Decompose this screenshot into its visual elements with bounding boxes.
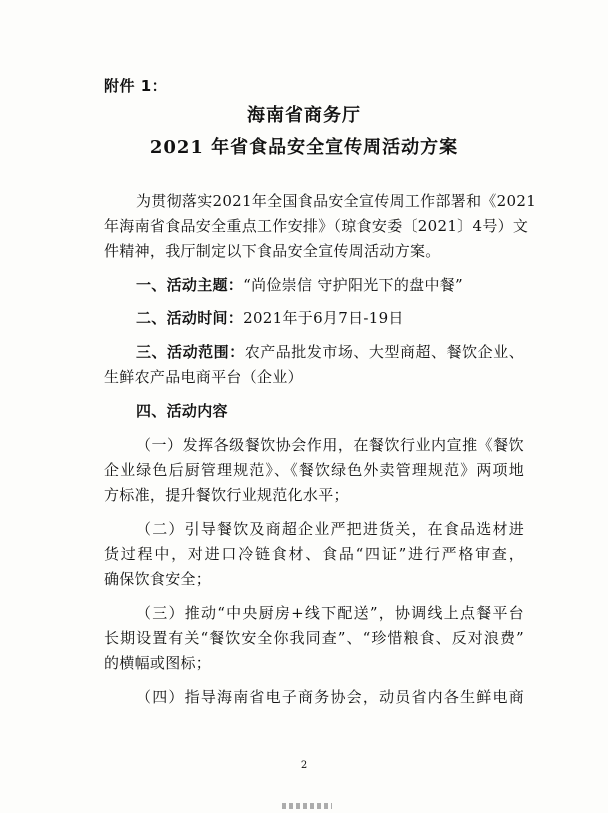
scan-edge-mark [282, 803, 332, 809]
item-3-line-2: 长期设置有关“餐饮安全你我同查”、“珍惜粮食、反对浪费” [104, 629, 524, 647]
section-time [136, 307, 524, 328]
section-theme-label: 一、活动主题： [136, 276, 244, 294]
item-3-line-3: 的横幅或图标； [104, 654, 212, 672]
page-number: 2 [300, 760, 308, 771]
section-time-label: 二、活动时间： [136, 309, 244, 327]
item-1-line-3: 方标准，提升餐饮行业规范化水平； [104, 486, 349, 504]
item-1-line-1: （一）发挥各级餐饮协会作用，在餐饮行业内宣推《餐饮 [136, 436, 524, 454]
item-4-line-1: （四）指导海南省电子商务协会，动员省内各生鲜电商 [136, 688, 524, 706]
item-2-line-2: 货过程中，对进口冷链食材、食品“四证”进行严格审查， [104, 545, 524, 563]
section-content-heading: 四、活动内容 [136, 402, 228, 420]
section-theme-text: “尚俭崇信 守护阳光下的盘中餐” [243, 276, 464, 294]
document-title-plan: 2021 年省食品安全宣传周活动方案 [149, 137, 459, 158]
section-scope [136, 341, 524, 362]
intro-line-1: 为贯彻落实2021年全国食品安全宣传周工作部署和《2021 [136, 192, 537, 210]
document-title-org: 海南省商务厅 [247, 105, 361, 126]
item-2-line-3: 确保饮食安全； [104, 570, 212, 588]
section-scope-text: 农产品批发市场、大型商超、餐饮企业、 [244, 343, 524, 361]
item-3-line-1: （三）推动“中央厨房+线下配送”，协调线上点餐平台 [136, 604, 524, 622]
section-scope-label: 三、活动范围： [136, 343, 245, 361]
section-time-text: 2021年于6月7日-19日 [243, 309, 404, 327]
section-scope-line-2: 生鲜农产品电商平台（企业） [104, 368, 303, 386]
section-theme [136, 274, 524, 295]
intro-line-3: 件精神，我厅制定以下食品安全宣传周活动方案。 [104, 242, 441, 260]
intro-line-2: 年海南省食品安全重点工作安排》（琼食安委〔2021〕4号）文 [104, 217, 529, 235]
attachment-label: 附件 1： [104, 77, 168, 95]
item-2-line-1: （二）引导餐饮及商超企业严把进货关，在食品选材进 [136, 520, 524, 538]
item-1-line-2: 企业绿色后厨管理规范》、《餐饮绿色外卖管理规范》两项地 [104, 461, 524, 479]
